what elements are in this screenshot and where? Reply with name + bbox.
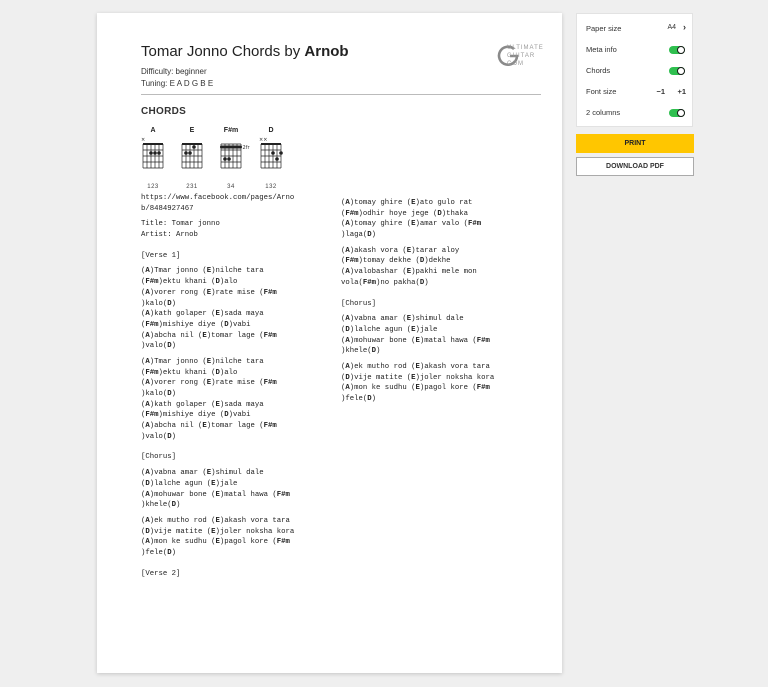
lyric-line: (D)vije matite (E)joler noksha kora: [141, 527, 295, 536]
paper-size-setting[interactable]: Paper size A4 ›: [586, 22, 686, 33]
print-page: [97, 13, 562, 673]
sheet-column-2: [341, 193, 541, 405]
section-label: [Verse 1]: [141, 251, 181, 260]
chord-d-fretboard: [259, 136, 289, 184]
meta-info-setting: Meta info: [586, 43, 686, 57]
lyric-line: )khele(D): [341, 347, 381, 356]
svg-text:×: ×: [141, 137, 146, 143]
chords-setting: Chords: [586, 64, 686, 78]
chord-a-fretboard: [141, 136, 171, 184]
chords-heading: CHORDS: [141, 106, 187, 117]
chords-toggle[interactable]: [669, 67, 685, 75]
lyric-line: (A)Tmar jonno (E)nilche tara: [141, 357, 264, 366]
lyric-line: )valo(D): [141, 432, 177, 441]
section-label: [Verse 2]: [141, 569, 181, 578]
font-increase-button[interactable]: +1: [677, 87, 686, 96]
lyric-line: )fele(D): [141, 548, 177, 557]
lyric-line: (F#m)tomay dekhe (D)dekhe: [341, 257, 451, 266]
sheet-column-1: [141, 193, 341, 579]
chord-diagram-e: E 231: [180, 127, 214, 191]
download-pdf-button[interactable]: DOWNLOAD PDF: [576, 157, 694, 176]
section-label: [Chorus]: [341, 299, 377, 308]
lyric-line: (A)mon ke sudhu (E)pagol kore (F#m: [141, 538, 290, 547]
tuning-text: Tuning: E A D G B E: [141, 79, 214, 88]
lyric-line: (A)Tmar jonno (E)nilche tara: [141, 267, 264, 276]
lyric-line: (A)abcha nil (E)tomar lage (F#m: [141, 331, 277, 340]
difficulty-text: Difficulty: beginner: [141, 67, 207, 76]
font-decrease-button[interactable]: −1: [656, 87, 665, 96]
lyric-line: (A)ek mutho rod (E)akash vora tara: [341, 362, 490, 371]
lyric-line: )kalo(D): [141, 390, 177, 398]
chord-diagram-a: A × 123: [141, 127, 175, 191]
chord-fsharp-m-fretboard: [219, 136, 253, 184]
lyric-line: (F#m)mishiye diye (D)vabi: [141, 320, 251, 329]
lyric-line: (A)akash vora (E)tarar aloy: [341, 246, 460, 255]
lyric-line: (A)ek mutho rod (E)akash vora tara: [141, 516, 290, 525]
lyric-line: Title: Tomar jonno: [141, 220, 220, 229]
lyric-line: )khele(D): [141, 501, 181, 510]
two-columns-setting: 2 columns: [586, 106, 686, 120]
lyric-line: (F#m)ektu khani (D)alo: [141, 278, 238, 287]
lyric-line: )kalo(D): [141, 299, 177, 308]
chord-diagram-d: D ×× 132: [259, 127, 293, 191]
lyric-line: (A)vabna amar (E)shimul dale: [341, 315, 464, 324]
lyric-line: (A)tomay ghire (E)amar valo (F#m: [341, 220, 482, 229]
lyric-line: (D)lalche agun (E)jale: [141, 479, 238, 488]
section-label: [Chorus]: [141, 453, 177, 462]
lyric-line: )valo(D): [141, 342, 177, 351]
two-columns-toggle[interactable]: [669, 109, 685, 117]
lyric-line: (D)vije matite (E)joler noksha kora: [341, 373, 495, 382]
lyric-line: (A)mon ke sudhu (E)pagol kore (F#m: [341, 384, 490, 393]
page-title: Tomar Jonno Chords by Arnob: [141, 43, 349, 60]
lyric-line: vola(F#m)no pakha(D): [341, 278, 429, 287]
lyric-line: Artist: Arnob: [141, 231, 198, 240]
lyric-line: (D)lalche agun (E)jale: [341, 325, 438, 334]
chord-diagram-fsharp-m: F#m 2fr 34: [219, 127, 253, 191]
lyric-line: (A)valobashar (E)pakhi mele mon: [341, 268, 477, 277]
chevron-right-icon: ›: [683, 22, 686, 32]
lyric-line: (A)kath golaper (E)sada maya: [141, 400, 264, 409]
artist-name: Arnob: [304, 43, 349, 60]
lyric-line: (A)kath golaper (E)sada maya: [141, 310, 264, 319]
lyric-line: b/8484927467: [141, 204, 194, 213]
print-button[interactable]: PRINT: [576, 134, 694, 153]
lyric-line: (F#m)ektu khani (D)alo: [141, 368, 238, 377]
lyric-line: https://www.facebook.com/pages/Arno: [141, 194, 295, 202]
print-settings-panel: [576, 13, 693, 127]
divider: [141, 94, 541, 95]
lyric-line: )fele(D): [341, 395, 377, 403]
lyric-line: (A)vorer rong (E)rate mise (F#m: [141, 379, 277, 388]
lyric-line: (A)vorer rong (E)rate mise (F#m: [141, 288, 277, 297]
lyric-line: (A)mohuwar bone (E)matal hawa (F#m: [341, 336, 490, 345]
lyric-line: (A)abcha nil (E)tomar lage (F#m: [141, 422, 277, 431]
lyric-line: (A)vabna amar (E)shimul dale: [141, 469, 264, 478]
lyric-line: )laga(D): [341, 231, 377, 240]
font-size-setting: Font size −1 +1: [586, 87, 686, 96]
svg-text:××: ××: [259, 137, 268, 143]
lyric-line: (A)mohuwar bone (E)matal hawa (F#m: [141, 490, 290, 499]
lyric-line: (F#m)mishiye diye (D)vabi: [141, 411, 251, 420]
meta-info-toggle[interactable]: [669, 46, 685, 54]
lyric-line: (A)tomay ghire (E)ato gulo rat: [341, 199, 473, 207]
chord-e-fretboard: [180, 136, 210, 184]
logo-text: ULTIMATE GUITAR COM: [507, 45, 544, 67]
lyric-line: (F#m)odhir hoye jege (D)thaka: [341, 209, 469, 218]
svg-text:2fr: 2fr: [242, 145, 250, 151]
